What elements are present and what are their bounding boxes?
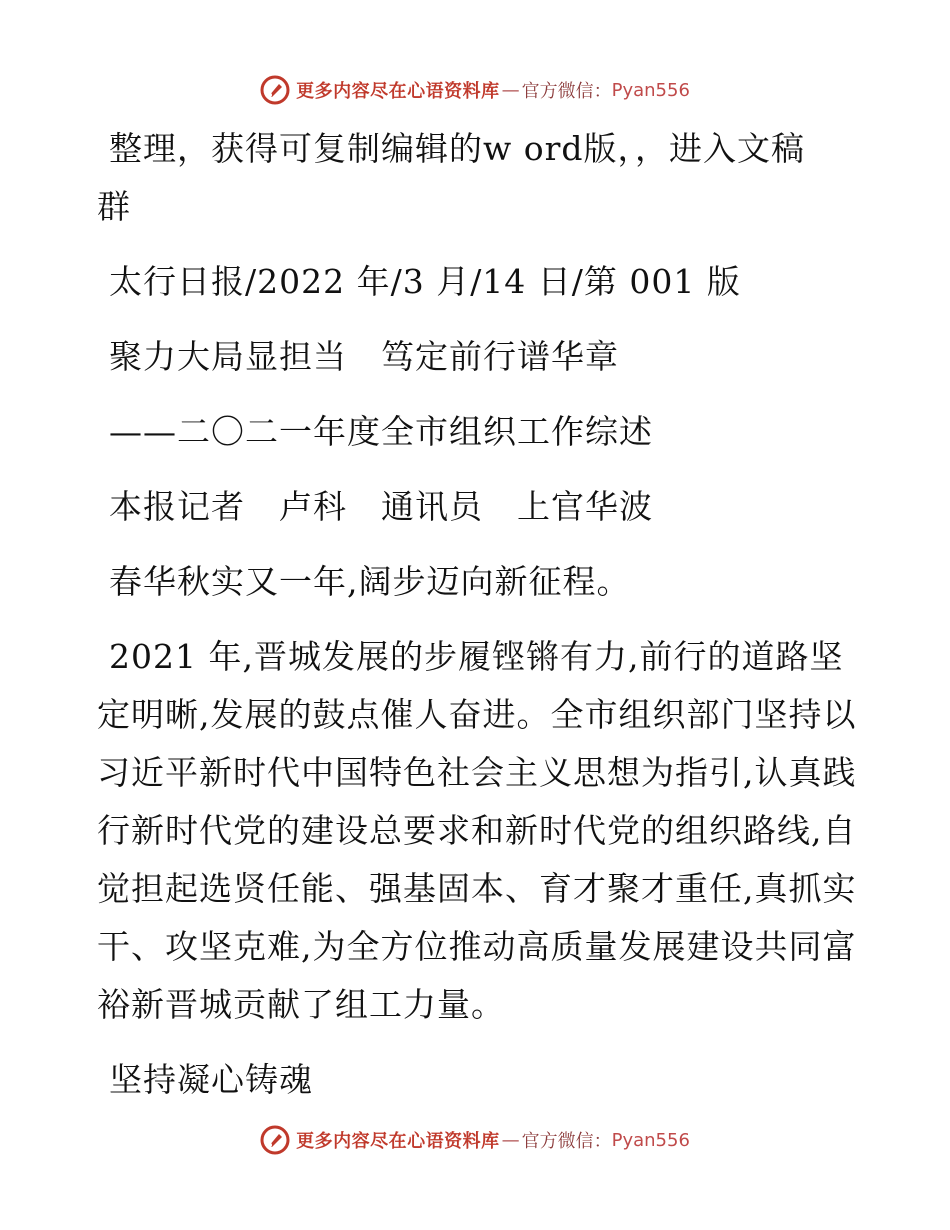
banner-separator: — [501, 79, 520, 101]
header-banner [0, 70, 950, 110]
section-heading: 坚持凝心铸魂 [109, 1060, 313, 1099]
byline: 本报记者 卢科 通讯员 上官华波 [109, 487, 653, 526]
banner-wechat-id: Pyan556 [611, 79, 690, 101]
paragraph-1: 2021 年,晋城发展的步履铿锵有力,前行的道路坚定明晰,发展的鼓点催人奋进。全市组织部门坚持以习近平新时代中国特色社会主义思想为指引,认真践行新时代党的建设总要求和新时代党的组织路线,自觉担起选贤任能、强基固本、育才聚才重任,真抓实干、攻坚克难,为全方位推动高质量发展建设共同富裕新晋城贡献了组工力量。 [97, 637, 857, 1024]
footer-banner [0, 1120, 950, 1160]
intro-line-2: 群 [97, 187, 131, 226]
pen-nib-circle-icon [260, 1125, 290, 1155]
banner-main-text: 更多内容尽在心语资料库 [296, 1131, 500, 1152]
lead-sentence: 春华秋实又一年,阔步迈向新征程。 [109, 562, 631, 601]
banner-main-text: 更多内容尽在心语资料库 [296, 81, 500, 102]
banner-wechat-id: Pyan556 [611, 1129, 690, 1151]
document-body [97, 120, 857, 1126]
banner-sub-text: 官方微信： [521, 1131, 612, 1152]
subheadline: ——二〇二一年度全市组织工作综述 [109, 412, 653, 451]
pen-nib-circle-icon [260, 75, 290, 105]
headline: 聚力大局显担当 笃定前行谱华章 [109, 337, 619, 376]
banner-sub-text: 官方微信： [521, 81, 612, 102]
source-line: 太行日报/2022 年/3 月/14 日/第 001 版 [109, 262, 741, 301]
banner-separator: — [501, 1129, 520, 1151]
intro-line-1: 整理，获得可复制编辑的w ord版，，进入文稿 [109, 129, 806, 168]
